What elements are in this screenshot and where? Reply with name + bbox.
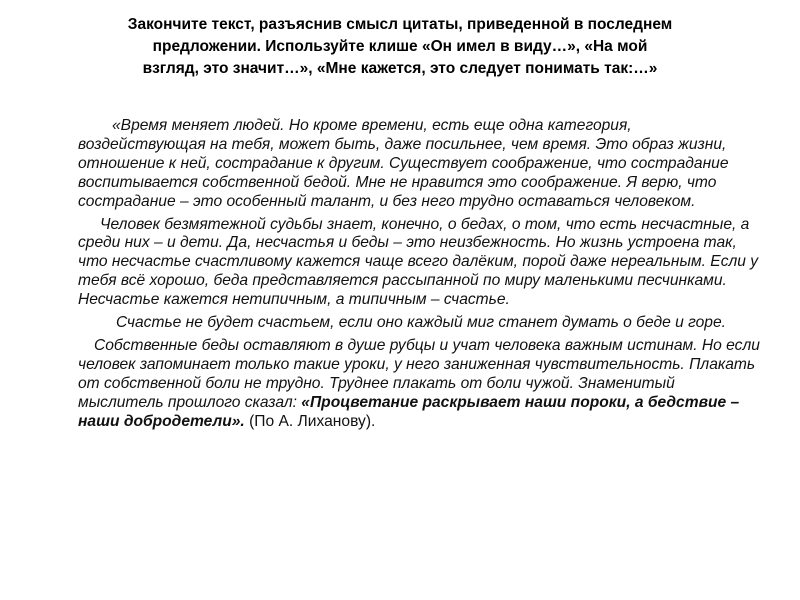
task-line-1: Закончите текст, разъяснив смысл цитаты, приведенной в последнем (127, 16, 673, 33)
paragraph-3: Счастье не будет счастьем, если оно каждый миг станет думать о беде и горе. (116, 314, 726, 332)
paragraph-4 (78, 337, 760, 432)
task-line-3: взгляд, это значит…», «Мне кажется, это следует понимать так:…» (142, 60, 658, 77)
paragraph-2: Человек безмятежной судьбы знает, конечно, о бедах, о том, что есть несчастные, а среди них – и дети. Да, несчастья и беды – это неизбежность. Но жизнь устроена так, что несчастье счастливому кажется чаще всего далёким, порой даже нереальным. Если у тебя всё хорошо, беда представляется рассыпанной по миру маленькими песчинками. Несчастье кажется нетипичным, а типичным – счастье. (78, 215, 759, 309)
paragraph-4-text: Собственные беды оставляют в душе рубцы и учат человека важным истинам. Но если человек запоминает только такие уроки, у него заниженная чувствительность. Плакать от собственной боли не трудно. Труднее плакать от боли чужой. Знаменитый мыслитель прошлого сказал: (78, 336, 760, 411)
famous-quote: «Процветание раскрывает наши пороки, а бедствие – наши добродетели». (78, 393, 740, 430)
source-attribution: (По А. Лиханову). (244, 412, 376, 430)
passage-text (78, 117, 760, 436)
paragraph-1: «Время меняет людей. Но кроме времени, есть еще одна категория, воздействующая на тебя, может быть, даже посильнее, чем время. Это образ жизни, отношение к ней, сострадание к другим. Существует соображение, что сострадание воспитывается собственной бедой. Мне не нравится это соображение. Я верю, что сострадание – это особенный талант, и без него трудно оставаться человеком. (78, 117, 729, 210)
task-instruction (30, 14, 770, 80)
task-line-2: предложении. Используйте клише «Он имел в виду…», «На мой (152, 38, 648, 55)
